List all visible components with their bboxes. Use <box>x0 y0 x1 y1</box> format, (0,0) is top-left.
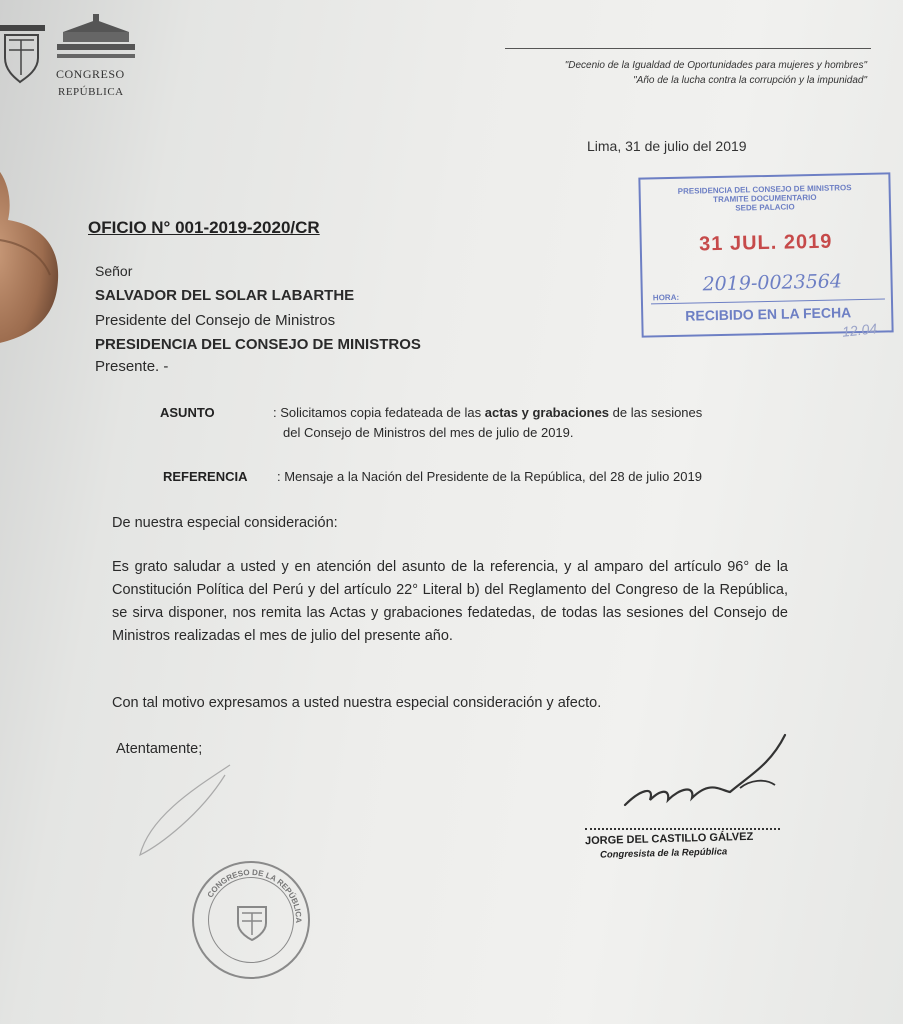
stamp-date: 31 JUL. 2019 <box>698 230 833 256</box>
body-paragraph: Es grato saludar a usted y en atención del asunto de la referencia, y al amparo del artículo 96° de la Constitución Política del Perú y del artículo 22° Literal b) del Reglamento del Congreso de la República, se sirva disponer, nos remita las Actas y grabaciones fedatedas, de todas las sesiones del Consejo de Ministros realizadas el mes de julio del presente año. <box>112 559 788 644</box>
referencia-text: : Mensaje a la Nación del Presidente de la República, del 28 de julio 2019 <box>277 469 702 484</box>
logo-republica-text: REPÚBLICA <box>58 86 124 98</box>
referencia-label: REFERENCIA <box>163 469 248 484</box>
header-rule <box>505 48 871 49</box>
stamp-hora-label: HORA: <box>652 292 680 303</box>
asunto-text-bold: actas y grabaciones <box>484 405 610 420</box>
stamp-header-1: PRESIDENCIA DEL CONSEJO DE MINISTROS <box>677 183 852 196</box>
congress-building-logo <box>55 14 137 69</box>
closing-paragraph: Con tal motivo expresamos a usted nuestra especial consideración y afecto. <box>112 695 602 711</box>
sign-off: Atentamente; <box>116 741 203 757</box>
recipient-salutation: Señor <box>95 263 133 279</box>
letter-date: Lima, 31 de julio del 2019 <box>587 138 747 154</box>
recipient-institution: PRESIDENCIA DEL CONSEJO DE MINISTROS <box>95 336 421 353</box>
greeting: De nuestra especial consideración: <box>112 515 338 531</box>
receipt-stamp <box>638 172 893 337</box>
signer-role: Congresista de la República <box>599 846 728 861</box>
thumb-photo <box>0 150 65 350</box>
logo-congreso-text: CONGRESO <box>56 67 125 81</box>
stamp-registration-number: 2019-0023564 <box>702 270 843 296</box>
asunto-text-line-2: del Consejo de Ministros del mes de julio de 2019. <box>283 425 574 440</box>
asunto-label: ASUNTO <box>160 405 215 420</box>
asunto-text-part-1: : Solicitamos copia fedateada de las <box>273 405 485 420</box>
peru-coat-of-arms-logo <box>0 20 45 95</box>
congress-seal-stamp <box>192 861 310 979</box>
asunto-text-part-2: de las sesiones <box>609 405 703 420</box>
recipient-title: Presidente del Consejo de Ministros <box>95 312 336 329</box>
seal-shield-icon <box>234 901 270 941</box>
recipient-presente: Presente. - <box>95 358 169 375</box>
recipient-name: SALVADOR DEL SOLAR LABARTHE <box>95 287 355 304</box>
stamp-header-3: SEDE PALACIO <box>735 202 795 213</box>
stamp-header-2: TRAMITE DOCUMENTARIO <box>713 192 817 205</box>
signer-name: JORGE DEL CASTILLO GÁLVEZ <box>584 830 754 848</box>
motto-line-1: "Decenio de la Igualdad de Oportunidades para mujeres y hombres" <box>564 60 867 71</box>
oficio-number: OFICIO N° 001-2019-2020/CR <box>88 218 320 237</box>
handwritten-signature <box>600 730 800 825</box>
signature-line <box>585 828 780 830</box>
seal-text: CONGRESO DE LA REPÚBLICA <box>205 867 304 924</box>
stamp-received-text: RECIBIDO EN LA FECHA <box>651 299 885 325</box>
motto-line-2: "Año de la lucha contra la corrupción y la impunidad" <box>633 75 867 86</box>
asunto-text <box>273 403 803 443</box>
stamp-side-note: 12.04 <box>841 320 878 340</box>
